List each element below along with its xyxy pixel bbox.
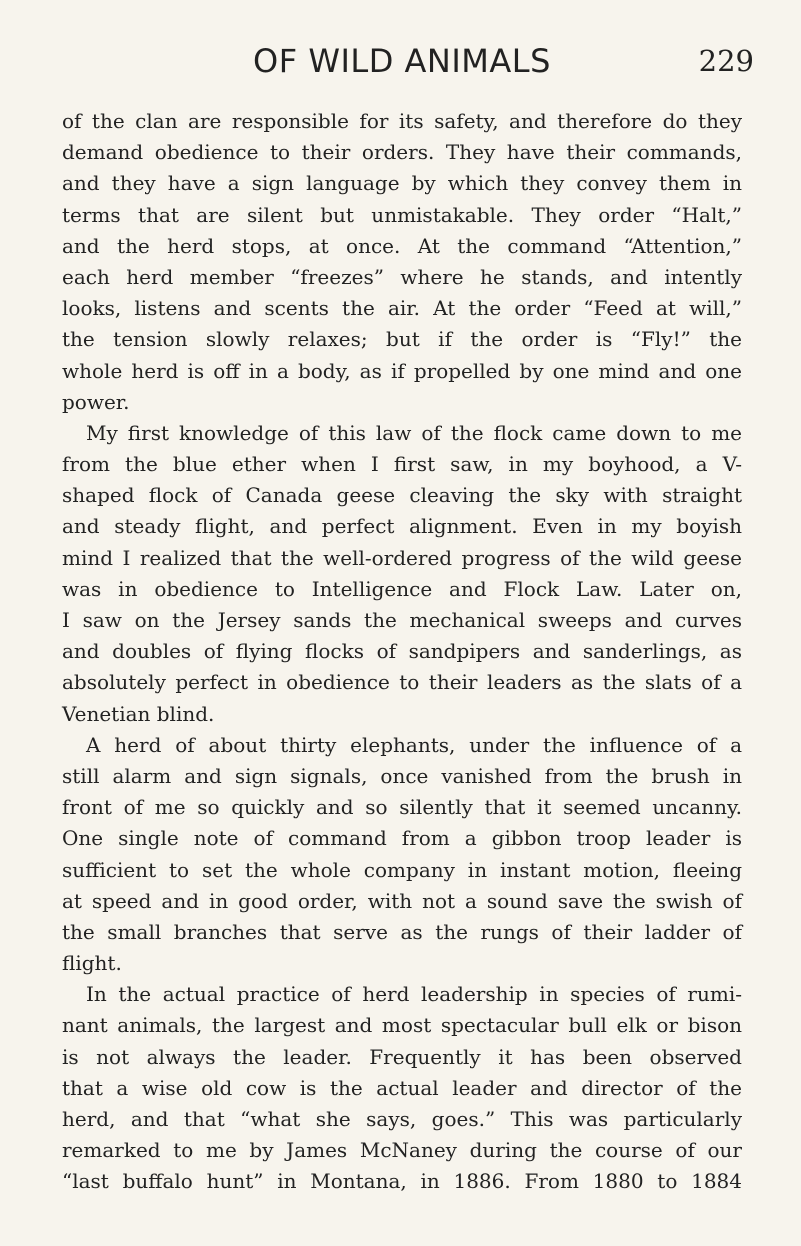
body-text (62, 106, 742, 1198)
text-line: of the clan are responsible for its safety, and therefore do they (62, 109, 742, 133)
text-line: was in obedience to Intelligence and Flock Law. Later on, (62, 576, 742, 601)
text-line: whole herd is off in a body, as if propelled by one mind and one (62, 358, 742, 383)
text-line: My first knowledge of this law of the flock came down to me (86, 420, 742, 445)
text-line: mind I realized that the well-ordered progress of the wild geese (62, 545, 742, 570)
page-header (62, 42, 754, 86)
text-line: power. (62, 389, 130, 414)
text-line: “last buffalo hunt” in Montana, in 1886. From 1880 to 1884 (62, 1169, 742, 1194)
text-line: Venetian blind. (62, 701, 215, 726)
text-line: and steady flight, and perfect alignment. Even in my boyish (62, 514, 742, 539)
text-line: demand obedience to their orders. They have their commands, (62, 140, 742, 165)
text-line: flight. (62, 951, 122, 976)
running-head: OF WILD ANIMALS (253, 42, 551, 80)
text-line: the tension slowly relaxes; but if the order is “Fly!” the (62, 327, 742, 352)
text-line: shaped flock of Canada geese cleaving the sky with straight (62, 483, 742, 508)
text-line: front of me so quickly and so silently that it seemed uncanny. (62, 795, 742, 820)
text-line: still alarm and sign signals, once vanished from the brush in (62, 763, 742, 788)
text-line: I saw on the Jersey sands the mechanical sweeps and curves (62, 608, 742, 632)
text-line: at speed and in good order, with not a sound save the swish of (62, 888, 742, 913)
page-number: 229 (698, 44, 754, 78)
text-line: remarked to me by James McNaney during the course of our (62, 1138, 742, 1163)
text-line: absolutely perfect in obedience to their leaders as the slats of a (62, 670, 742, 695)
text-line: A herd of about thirty elephants, under the influence of a (86, 732, 742, 757)
text-line: looks, listens and scents the air. At the order “Feed at will,” (62, 296, 742, 321)
text-line: terms that are silent but unmistakable. They order “Halt,” (62, 202, 742, 227)
text-line: is not always the leader. Frequently it has been observed (62, 1044, 742, 1069)
text-line: and the herd stops, at once. At the command “Attention,” (62, 233, 742, 258)
text-line: from the blue ether when I first saw, in my boyhood, a V- (62, 452, 742, 477)
text-line: One single note of command from a gibbon troop leader is (62, 826, 742, 851)
text-line: herd, and that “what she says, goes.” This was particularly (62, 1107, 742, 1131)
text-line: and doubles of flying flocks of sandpipers and sanderlings, as (62, 639, 742, 664)
text-line: that a wise old cow is the actual leader and director of the (62, 1075, 742, 1100)
text-line: the small branches that serve as the rungs of their ladder of (62, 919, 742, 944)
text-line: each herd member “freezes” where he stands, and intently (62, 264, 742, 289)
text-line: sufficient to set the whole company in instant motion, fleeing (62, 857, 742, 882)
text-line: and they have a sign language by which they convey them in (62, 171, 742, 196)
text-line: In the actual practice of herd leadership in species of rumi- (86, 982, 742, 1007)
text-line: nant animals, the largest and most spectacular bull elk or bison (62, 1013, 742, 1038)
